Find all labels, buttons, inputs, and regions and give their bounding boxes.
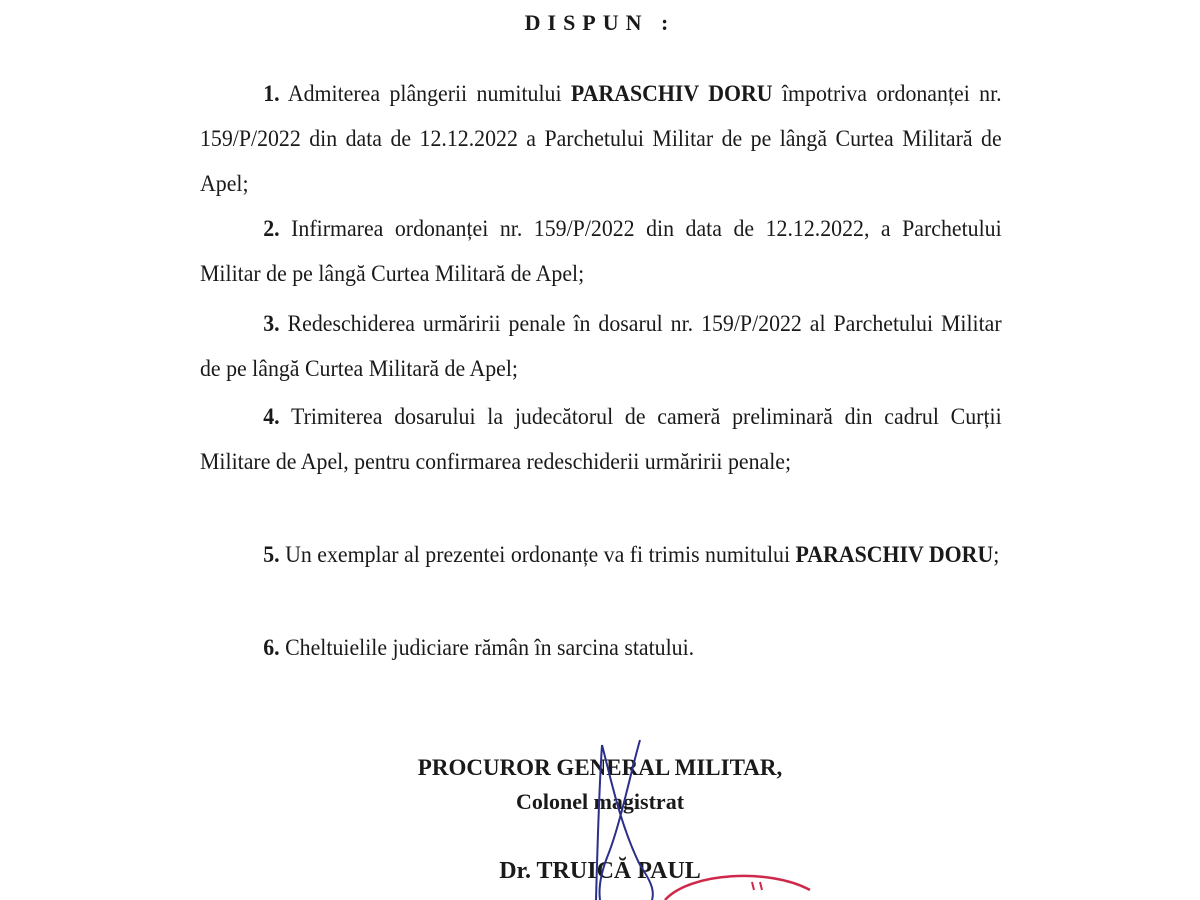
- item-text: Cheltuielile judiciare rămân în sarcina statului.: [279, 635, 695, 661]
- signatory-name: Dr. TRUICĂ PAUL: [499, 858, 701, 884]
- item-number: 4.: [263, 404, 280, 430]
- document-heading: DISPUN :: [524, 10, 676, 35]
- list-item-2: [200, 207, 1002, 297]
- item-number: 5.: [263, 542, 280, 568]
- person-name: PARASCHIV DORU: [795, 542, 994, 568]
- signature-stroke: [596, 740, 653, 900]
- signatory-title: PROCUROR GENERAL MILITAR,: [417, 755, 783, 780]
- official-stamp-icon: [660, 860, 820, 900]
- list-item-6: [200, 626, 1002, 671]
- person-name: PARASCHIV DORU: [570, 81, 773, 107]
- stamp-mark: [752, 882, 762, 890]
- list-item-1: [200, 72, 1002, 207]
- item-number: 3.: [263, 311, 280, 337]
- item-number: 1.: [263, 81, 280, 107]
- item-text: ;: [993, 542, 1000, 568]
- list-item-3: [200, 302, 1002, 392]
- item-number: 2.: [263, 216, 280, 242]
- item-number: 6.: [263, 635, 280, 661]
- item-text: Redeschiderea urmăririi penale în dosarul nr. 159/P/2022 al Parchetului Militar de pe lângă Curtea Militară de Apel;: [200, 311, 1002, 382]
- list-item-5: [200, 533, 1002, 578]
- signatory-rank: Colonel magistrat: [515, 789, 685, 814]
- list-item-4: [200, 395, 1002, 485]
- item-text: Trimiterea dosarului la judecătorul de cameră preliminară din cadrul Curții Militare de Apel, pentru confirmarea redeschiderii urmăririi penale;: [200, 404, 1002, 475]
- item-text: Admiterea plângerii numitului: [279, 81, 571, 107]
- item-text: Un exemplar al prezentei ordonanțe va fi trimis numitului: [279, 542, 796, 568]
- item-text: Infirmarea ordonanței nr. 159/P/2022 din data de 12.12.2022, a Parchetului Militar de pe lângă Curtea Militară de Apel;: [200, 216, 1002, 287]
- stamp-arc: [665, 876, 810, 900]
- item-text: împotriva ordonanței nr. 159/P/2022 din data de 12.12.2022 a Parchetului Militar de pe lângă Curtea Militară de Apel;: [200, 81, 1002, 197]
